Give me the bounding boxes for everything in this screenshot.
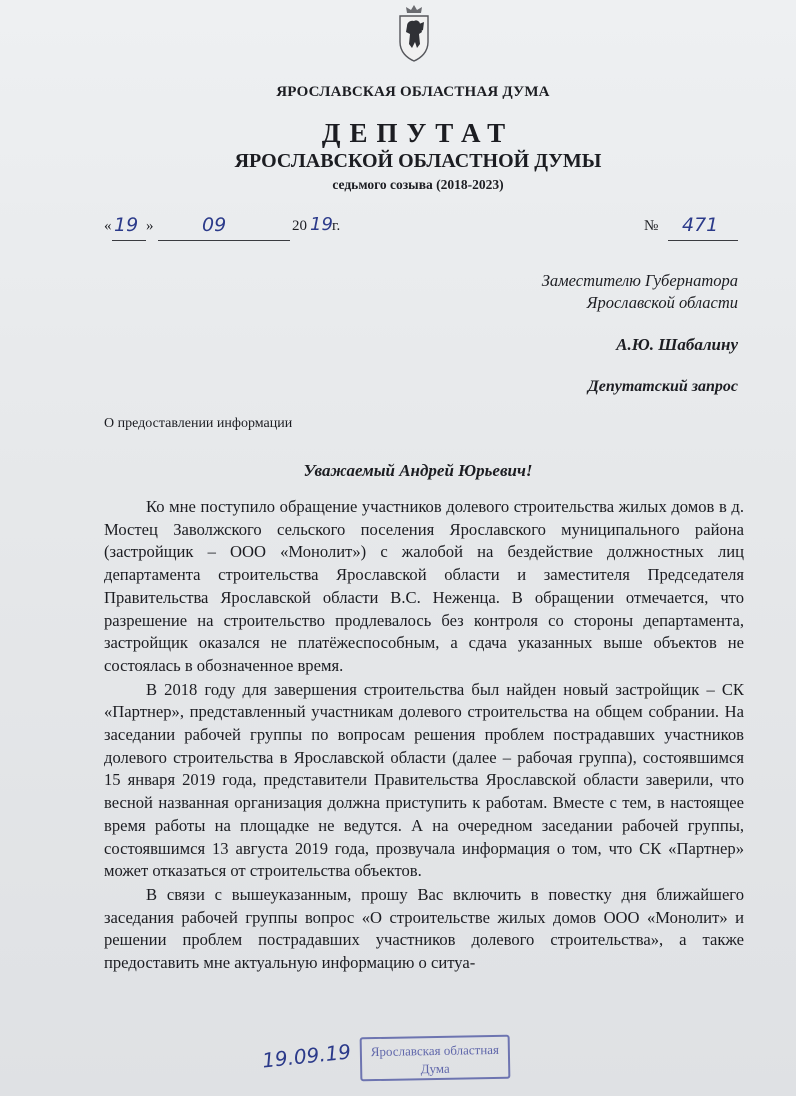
document-type: Депутатский запрос	[587, 378, 738, 395]
date-quote-close: »	[146, 218, 154, 234]
coat-of-arms-icon	[397, 4, 431, 62]
paragraph: В связи с вышеуказанным, прошу Вас включить в повестку дня ближайшего заседания рабочей группы вопрос «О строительстве жилых домов ООО «Монолит» и решении проблем пострадавших участников долевого строительства», а также предоставить мне актуальную информацию о ситуа-	[104, 884, 744, 973]
paragraph: В 2018 году для завершения строительства был найден новый застройщик – СК «Партнер», представленный участникам долевого строительства на общем собрании. На заседании рабочей группы по вопросам решения проблем пострадавших участников долевого строительства в Ярославской области (далее – рабочая группа), состоявшимся 15 января 2019 года, представители Правительства Ярославской области заверили, что весной названная организация должна приступить к работам. Вместе с тем, в настоящее время работы на площадке не ведутся. А на очередном заседании рабочей группы, состоявшимся 13 августа 2019 года, прозвучала информация о том, что СК «Партнер» может отказаться от строительства объектов.	[104, 679, 744, 881]
subject-line: О предоставлении информации	[104, 416, 293, 431]
addressee-name: А.Ю. Шабалину	[616, 335, 738, 354]
date-line	[104, 214, 744, 248]
convocation: седьмого созыва (2018-2023)	[332, 177, 504, 192]
greeting: Уважаемый Андрей Юрьевич!	[303, 461, 533, 480]
number-label: №	[644, 218, 659, 234]
addressee-position: Заместителю Губернатора	[541, 271, 738, 290]
registration-stamp	[360, 1035, 511, 1082]
stamp-line: Дума	[420, 1060, 450, 1077]
date-year-unit: г.	[332, 218, 341, 234]
stamp-line: Ярославская областная	[370, 1041, 500, 1060]
addressee-block	[542, 270, 738, 314]
document-title: ДЕПУТАТ	[321, 118, 515, 148]
letter-body	[104, 496, 744, 976]
paragraph: Ко мне поступило обращение участников долевого строительства жилых домов в д. Мостец Заволжского сельского поселения Ярославского муниципального района (застройщик – ООО «Монолит») с жалобой на бездействие должностных лиц департамента строительства Ярославской области и заместителя Председателя Правительства Ярославской области В.С. Неженца. В обращении отмечается, что разрешение на строительство продлевалось без контроля со стороны департамента, застройщик оказался не платёжеспособным, а сдача указанных выше объектов не состоялась в обозначенное время.	[104, 497, 744, 675]
document-number: 471	[682, 214, 719, 236]
document-subtitle: ЯРОСЛАВСКОЙ ОБЛАСТНОЙ ДУМЫ	[234, 150, 602, 172]
handwritten-date: 19.09.19	[260, 1039, 353, 1073]
date-quote-open: «	[104, 218, 112, 234]
addressee-region: Ярославской области	[586, 293, 738, 312]
organization-name: ЯРОСЛАВСКАЯ ОБЛАСТНАЯ ДУМА	[276, 84, 550, 100]
date-month: 09	[202, 214, 227, 236]
date-year-suffix: 19	[310, 214, 333, 235]
date-day: 19	[114, 214, 139, 236]
date-year-prefix: 20	[292, 218, 307, 234]
